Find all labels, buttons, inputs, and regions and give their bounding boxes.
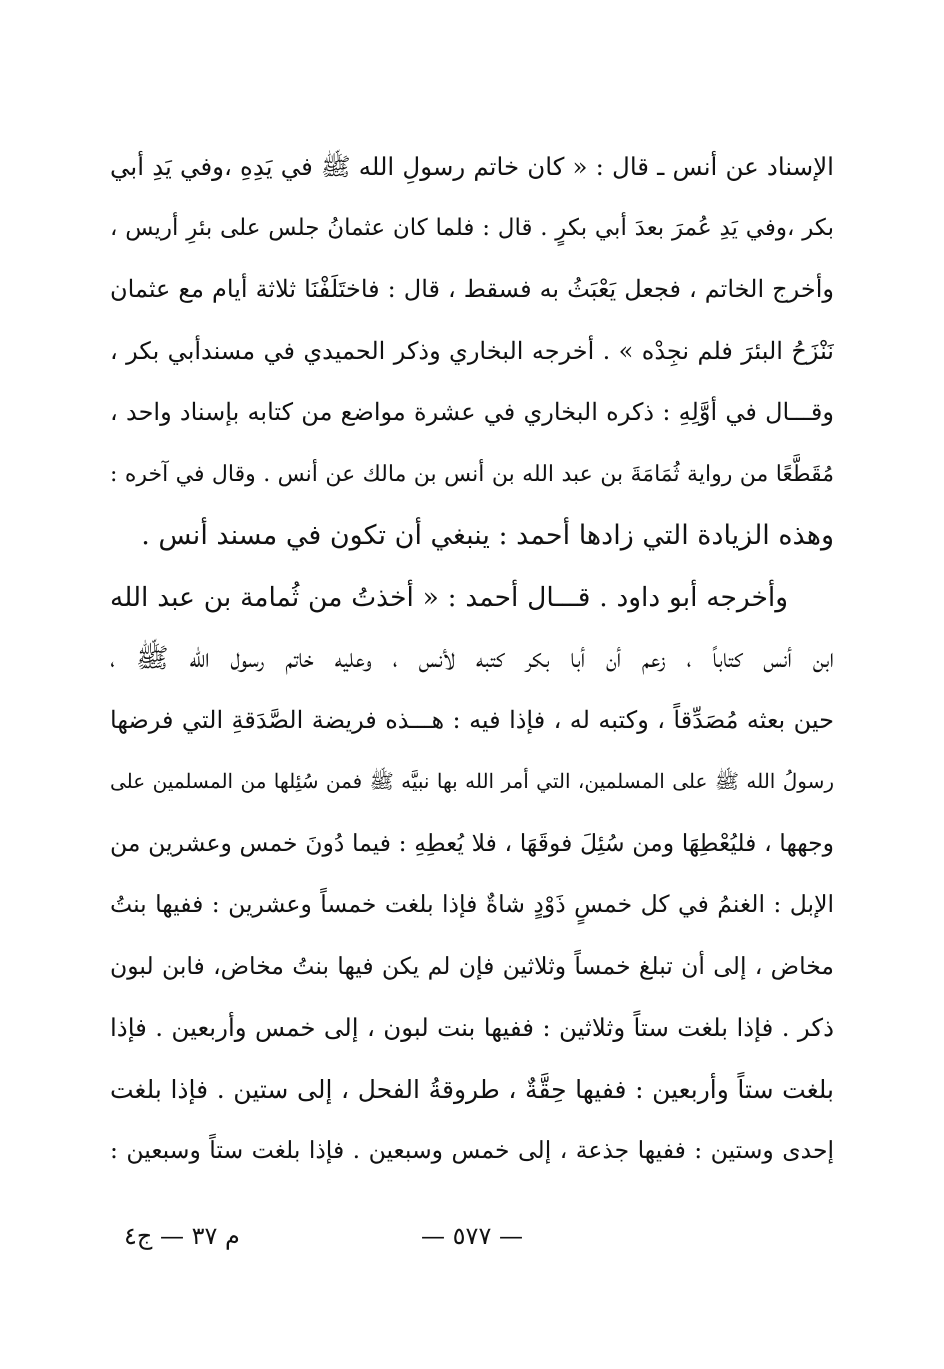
text-line-17: إحدى وستين : ففيها جذعة ، إلى خمس وسبعين . فإذا بلغت ستاً وسبعين : — [110, 1136, 834, 1164]
text-line-15: ذكر . فإذا بلغت ستاً وثلاثين : ففيها بنت لبون ، إلى خمس وأربعين . فإذا — [110, 1013, 834, 1042]
text-line-9: ابن أنس كتاباً ، زعم أن أبا بكر كتبه لأنس ، وعليه خاتم رسول الله ﷺ ، — [110, 643, 834, 674]
text-line-12: وجهها ، فليُعْطِهَا ومن سُئِلَ فوقَهَا ، فلا يُعطِهِ : فيما دُونَ خمس وعشرين من — [110, 828, 834, 857]
text-line-1: الإسناد عن أنس ـ قال : « كان خاتم رسولِ الله ﷺ في يَدِهِ ،وفي يَدِ أبي — [110, 152, 834, 181]
text-line-6: مُقَطَّعًا من رواية ثُمَامَةَ بن عبد الله بن أنس بن مالك عن أنس . وقال في آخره : — [110, 461, 834, 487]
printer-signature: م ٣٧ — ج٤ — [124, 1222, 240, 1250]
text-line-14: مخاض ، إلى أن تبلغ خمساً وثلاثين فإن لم يكن فيها بنتُ مخاض، فابن لبون — [110, 951, 834, 980]
text-line-2: بكر ،وفي يَدِ عُمرَ بعدَ أبي بكرٍ . قال : فلما كان عثمانُ جلس على بئرِ أريس ، — [110, 214, 834, 241]
text-line-8: وأخرجه أبو داود . قـــال أحمد : « أخذتُ من ثُمامة بن عبد الله — [110, 581, 788, 613]
text-line-16: بلغت ستاً وأربعين : ففيها حِقَّةٌ ، طروقةُ الفحل ، إلى ستين . فإذا بلغت — [110, 1074, 834, 1104]
page-footer — [0, 1216, 944, 1256]
text-line-4: نَنْزَحُ البئرَ فلم نجِدْه » . أخرجه البخاري وذكر الحميدي في مسندأبي بكر ، — [110, 336, 834, 365]
text-line-7: وهذه الزيادة التي زادها أحمد : ينبغي أن تكون في مسند أنس . — [141, 520, 834, 551]
text-line-5: وقـــال في أوَّلِهِ : ذكره البخاري في عشرة مواضع من كتابه بإسناد واحد ، — [110, 398, 834, 426]
text-line-10: حين بعثه مُصَدِّقاً ، وكتبه له ، فإذا فيه : هـــذه فريضة الصَّدَقةِ التي فرضها — [110, 705, 834, 734]
text-line-13: الإبل : الغنمُ في كل خمسٍ ذَوْدٍ شاةٌ فإذا بلغت خمساً وعشرين : ففيها بنتُ — [110, 890, 834, 918]
text-line-11: رسولُ الله ﷺ على المسلمين، التي أمر الله بها نبيَّه ﷺ فمن سُئِلها من المسلمين على — [110, 769, 834, 793]
body-text — [110, 136, 834, 1182]
page-number: — ٥٧٧ — — [421, 1222, 523, 1250]
text-line-3: وأخرج الخاتم ، فجعل يَعْبَثُ به فسقط ، قال : فاختَلَفْنَا ثلاثة أيام مع عثمان — [110, 275, 834, 303]
